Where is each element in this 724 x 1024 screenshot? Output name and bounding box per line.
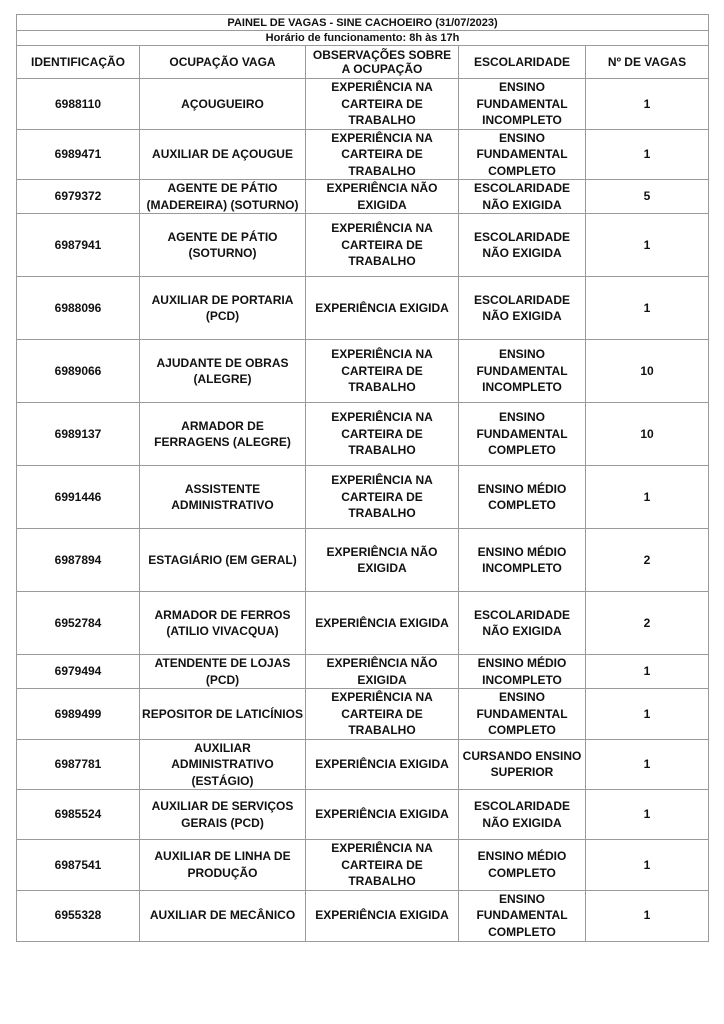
vacancy-id-cell: 6979372 bbox=[17, 180, 140, 214]
occupation-notes-cell: EXPERIÊNCIA NA CARTEIRA DE TRABALHO bbox=[306, 840, 459, 891]
vacancy-id-cell: 6989066 bbox=[17, 340, 140, 403]
column-header-schooling: ESCOLARIDADE bbox=[459, 46, 586, 79]
schooling-cell: ENSINO MÉDIO COMPLETO bbox=[459, 840, 586, 891]
vacancy-count-cell: 2 bbox=[586, 529, 709, 592]
vacancy-id-cell: 6985524 bbox=[17, 790, 140, 840]
schooling-cell: ENSINO MÉDIO INCOMPLETO bbox=[459, 529, 586, 592]
occupation-notes-cell: EXPERIÊNCIA NA CARTEIRA DE TRABALHO bbox=[306, 340, 459, 403]
panel-title: PAINEL DE VAGAS - SINE CACHOEIRO (31/07/2023) bbox=[17, 15, 709, 31]
occupation-cell: ESTAGIÁRIO (EM GERAL) bbox=[140, 529, 306, 592]
table-row bbox=[17, 592, 709, 655]
vacancy-id-cell: 6979494 bbox=[17, 655, 140, 689]
table-row bbox=[17, 466, 709, 529]
vacancy-count-cell: 1 bbox=[586, 739, 709, 790]
vacancy-count-cell: 1 bbox=[586, 79, 709, 130]
occupation-cell: ARMADOR DE FERRAGENS (ALEGRE) bbox=[140, 403, 306, 466]
vacancy-count-cell: 1 bbox=[586, 689, 709, 740]
vacancy-id-cell: 6987941 bbox=[17, 214, 140, 277]
vacancy-count-cell: 1 bbox=[586, 790, 709, 840]
schooling-cell: ENSINO MÉDIO COMPLETO bbox=[459, 466, 586, 529]
table-row bbox=[17, 403, 709, 466]
occupation-notes-cell: EXPERIÊNCIA NÃO EXIGIDA bbox=[306, 655, 459, 689]
vacancy-count-cell: 5 bbox=[586, 180, 709, 214]
table-row bbox=[17, 180, 709, 214]
vacancy-id-cell: 6988110 bbox=[17, 79, 140, 130]
schooling-cell: ESCOLARIDADE NÃO EXIGIDA bbox=[459, 214, 586, 277]
vacancy-count-cell: 10 bbox=[586, 403, 709, 466]
occupation-notes-cell: EXPERIÊNCIA EXIGIDA bbox=[306, 592, 459, 655]
vacancy-count-cell: 1 bbox=[586, 129, 709, 180]
vacancy-id-cell: 6989499 bbox=[17, 689, 140, 740]
occupation-cell: AUXILIAR DE LINHA DE PRODUÇÃO bbox=[140, 840, 306, 891]
occupation-notes-cell: EXPERIÊNCIA EXIGIDA bbox=[306, 890, 459, 941]
schooling-cell: ENSINO MÉDIO INCOMPLETO bbox=[459, 655, 586, 689]
occupation-notes-cell: EXPERIÊNCIA EXIGIDA bbox=[306, 277, 459, 340]
schooling-cell: ENSINO FUNDAMENTAL COMPLETO bbox=[459, 890, 586, 941]
occupation-cell: AUXILIAR DE SERVIÇOS GERAIS (PCD) bbox=[140, 790, 306, 840]
table-row bbox=[17, 529, 709, 592]
schooling-cell: ENSINO FUNDAMENTAL COMPLETO bbox=[459, 403, 586, 466]
schooling-cell: ENSINO FUNDAMENTAL INCOMPLETO bbox=[459, 340, 586, 403]
vacancy-id-cell: 6987781 bbox=[17, 739, 140, 790]
table-row bbox=[17, 277, 709, 340]
occupation-cell: AGENTE DE PÁTIO (MADEREIRA) (SOTURNO) bbox=[140, 180, 306, 214]
table-row bbox=[17, 739, 709, 790]
vacancy-count-cell: 1 bbox=[586, 277, 709, 340]
table-row bbox=[17, 340, 709, 403]
column-header-vacancies: Nº DE VAGAS bbox=[586, 46, 709, 79]
table-row bbox=[17, 790, 709, 840]
occupation-cell: ATENDENTE DE LOJAS (PCD) bbox=[140, 655, 306, 689]
table-row bbox=[17, 890, 709, 941]
schooling-cell: ENSINO FUNDAMENTAL INCOMPLETO bbox=[459, 79, 586, 130]
occupation-notes-cell: EXPERIÊNCIA NA CARTEIRA DE TRABALHO bbox=[306, 214, 459, 277]
occupation-notes-cell: EXPERIÊNCIA NA CARTEIRA DE TRABALHO bbox=[306, 466, 459, 529]
vacancy-count-cell: 1 bbox=[586, 840, 709, 891]
vacancy-count-cell: 1 bbox=[586, 890, 709, 941]
schooling-cell: ESCOLARIDADE NÃO EXIGIDA bbox=[459, 592, 586, 655]
schooling-cell: ESCOLARIDADE NÃO EXIGIDA bbox=[459, 790, 586, 840]
table-row bbox=[17, 129, 709, 180]
column-header-notes: OBSERVAÇÕES SOBRE A OCUPAÇÃO bbox=[306, 46, 459, 79]
occupation-notes-cell: EXPERIÊNCIA NA CARTEIRA DE TRABALHO bbox=[306, 689, 459, 740]
occupation-cell: AUXILIAR DE MECÂNICO bbox=[140, 890, 306, 941]
schooling-cell: CURSANDO ENSINO SUPERIOR bbox=[459, 739, 586, 790]
table-row bbox=[17, 840, 709, 891]
table-row bbox=[17, 655, 709, 689]
schooling-cell: ESCOLARIDADE NÃO EXIGIDA bbox=[459, 180, 586, 214]
table-row bbox=[17, 689, 709, 740]
occupation-cell: AGENTE DE PÁTIO (SOTURNO) bbox=[140, 214, 306, 277]
occupation-cell: REPOSITOR DE LATICÍNIOS bbox=[140, 689, 306, 740]
occupation-notes-cell: EXPERIÊNCIA NA CARTEIRA DE TRABALHO bbox=[306, 129, 459, 180]
schooling-cell: ENSINO FUNDAMENTAL COMPLETO bbox=[459, 129, 586, 180]
vacancy-count-cell: 10 bbox=[586, 340, 709, 403]
vacancy-id-cell: 6987894 bbox=[17, 529, 140, 592]
vacancy-id-cell: 6952784 bbox=[17, 592, 140, 655]
occupation-cell: AUXILIAR DE PORTARIA (PCD) bbox=[140, 277, 306, 340]
occupation-cell: ASSISTENTE ADMINISTRATIVO bbox=[140, 466, 306, 529]
vacancy-id-cell: 6991446 bbox=[17, 466, 140, 529]
vacancy-id-cell: 6989471 bbox=[17, 129, 140, 180]
job-vacancies-table bbox=[16, 14, 709, 942]
schooling-cell: ENSINO FUNDAMENTAL COMPLETO bbox=[459, 689, 586, 740]
occupation-notes-cell: EXPERIÊNCIA NÃO EXIGIDA bbox=[306, 180, 459, 214]
vacancy-id-cell: 6987541 bbox=[17, 840, 140, 891]
vacancy-count-cell: 1 bbox=[586, 655, 709, 689]
job-vacancies-sheet bbox=[16, 14, 708, 942]
occupation-cell: AUXILIAR DE AÇOUGUE bbox=[140, 129, 306, 180]
column-header-occupation: OCUPAÇÃO VAGA bbox=[140, 46, 306, 79]
occupation-cell: AÇOUGUEIRO bbox=[140, 79, 306, 130]
occupation-notes-cell: EXPERIÊNCIA EXIGIDA bbox=[306, 739, 459, 790]
vacancy-id-cell: 6955328 bbox=[17, 890, 140, 941]
vacancy-id-cell: 6988096 bbox=[17, 277, 140, 340]
occupation-cell: AUXILIAR ADMINISTRATIVO (ESTÁGIO) bbox=[140, 739, 306, 790]
table-row bbox=[17, 214, 709, 277]
column-header-id: IDENTIFICAÇÃO bbox=[17, 46, 140, 79]
occupation-notes-cell: EXPERIÊNCIA NA CARTEIRA DE TRABALHO bbox=[306, 79, 459, 130]
table-row bbox=[17, 79, 709, 130]
vacancy-count-cell: 1 bbox=[586, 214, 709, 277]
occupation-cell: AJUDANTE DE OBRAS (ALEGRE) bbox=[140, 340, 306, 403]
occupation-notes-cell: EXPERIÊNCIA NÃO EXIGIDA bbox=[306, 529, 459, 592]
occupation-cell: ARMADOR DE FERROS (ATILIO VIVACQUA) bbox=[140, 592, 306, 655]
vacancy-id-cell: 6989137 bbox=[17, 403, 140, 466]
opening-hours: Horário de funcionamento: 8h às 17h bbox=[17, 31, 709, 46]
vacancy-count-cell: 1 bbox=[586, 466, 709, 529]
schooling-cell: ESCOLARIDADE NÃO EXIGIDA bbox=[459, 277, 586, 340]
vacancy-count-cell: 2 bbox=[586, 592, 709, 655]
occupation-notes-cell: EXPERIÊNCIA NA CARTEIRA DE TRABALHO bbox=[306, 403, 459, 466]
occupation-notes-cell: EXPERIÊNCIA EXIGIDA bbox=[306, 790, 459, 840]
